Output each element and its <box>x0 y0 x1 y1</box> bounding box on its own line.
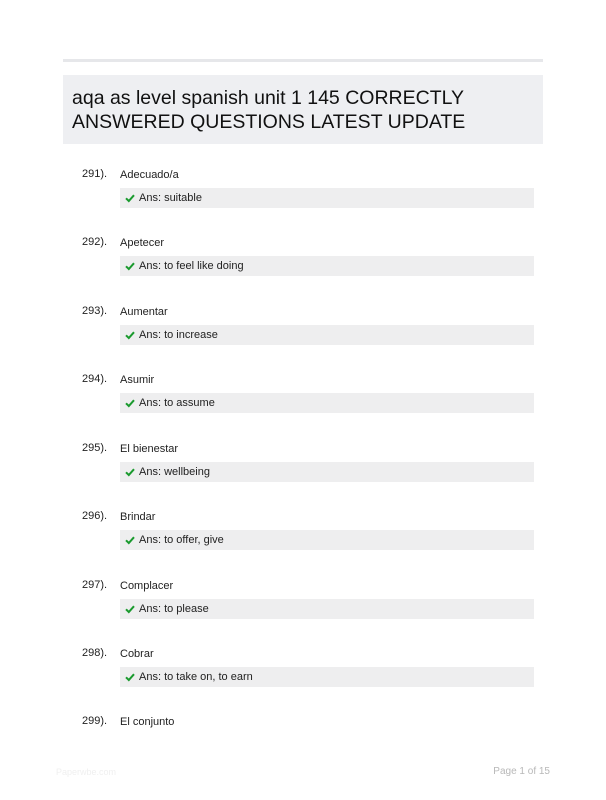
answer-box <box>120 599 534 619</box>
answer-text: Ans: to assume <box>139 397 215 409</box>
answer-text: Ans: suitable <box>139 192 202 204</box>
answer-box <box>120 325 534 345</box>
answer-text: Ans: to please <box>139 603 209 615</box>
top-divider <box>63 59 543 62</box>
question-number: 293). <box>82 305 108 317</box>
list-item <box>0 168 606 236</box>
list-item <box>0 236 606 304</box>
question-term: Cobrar <box>120 648 154 660</box>
list-item <box>0 510 606 578</box>
answer-box <box>120 667 534 687</box>
title-banner <box>63 75 543 144</box>
answer-box <box>120 188 534 208</box>
question-term: Adecuado/a <box>120 169 179 181</box>
question-number: 298). <box>82 647 108 659</box>
question-number: 294). <box>82 373 108 385</box>
question-number: 296). <box>82 510 108 522</box>
question-number: 292). <box>82 236 108 248</box>
checkmark-icon <box>125 330 135 340</box>
question-number: 297). <box>82 579 108 591</box>
answer-text: Ans: to increase <box>139 329 218 341</box>
answer-box <box>120 530 534 550</box>
list-item <box>0 373 606 441</box>
checkmark-icon <box>125 535 135 545</box>
checkmark-icon <box>125 672 135 682</box>
checkmark-icon <box>125 467 135 477</box>
answer-text: Ans: wellbeing <box>139 466 210 478</box>
checkmark-icon <box>125 604 135 614</box>
list-item <box>0 715 606 745</box>
list-item <box>0 579 606 647</box>
answer-box <box>120 462 534 482</box>
page-indicator: Page 1 of 15 <box>493 766 550 777</box>
checkmark-icon <box>125 193 135 203</box>
answer-box <box>120 393 534 413</box>
question-number: 291). <box>82 168 108 180</box>
checkmark-icon <box>125 398 135 408</box>
question-term: Aumentar <box>120 306 168 318</box>
list-item <box>0 305 606 373</box>
question-term: Complacer <box>120 580 174 592</box>
question-number: 295). <box>82 442 108 454</box>
answer-text: Ans: to feel like doing <box>139 260 244 272</box>
footer-watermark: Paperwbe.com <box>56 767 117 777</box>
answer-text: Ans: to offer, give <box>139 534 224 546</box>
question-number: 299). <box>82 715 108 727</box>
question-term: Brindar <box>120 511 156 523</box>
answer-box <box>120 256 534 276</box>
question-term: Apetecer <box>120 237 165 249</box>
question-term: El conjunto <box>120 716 175 728</box>
checkmark-icon <box>125 261 135 271</box>
list-item <box>0 647 606 715</box>
question-term: Asumir <box>120 374 155 386</box>
question-term: El bienestar <box>120 443 179 455</box>
answer-text: Ans: to take on, to earn <box>139 671 253 683</box>
list-item <box>0 442 606 510</box>
document-title: aqa as level spanish unit 1 145 CORRECTLY ANSWERED QUESTIONS LATEST UPDATE <box>72 87 466 133</box>
